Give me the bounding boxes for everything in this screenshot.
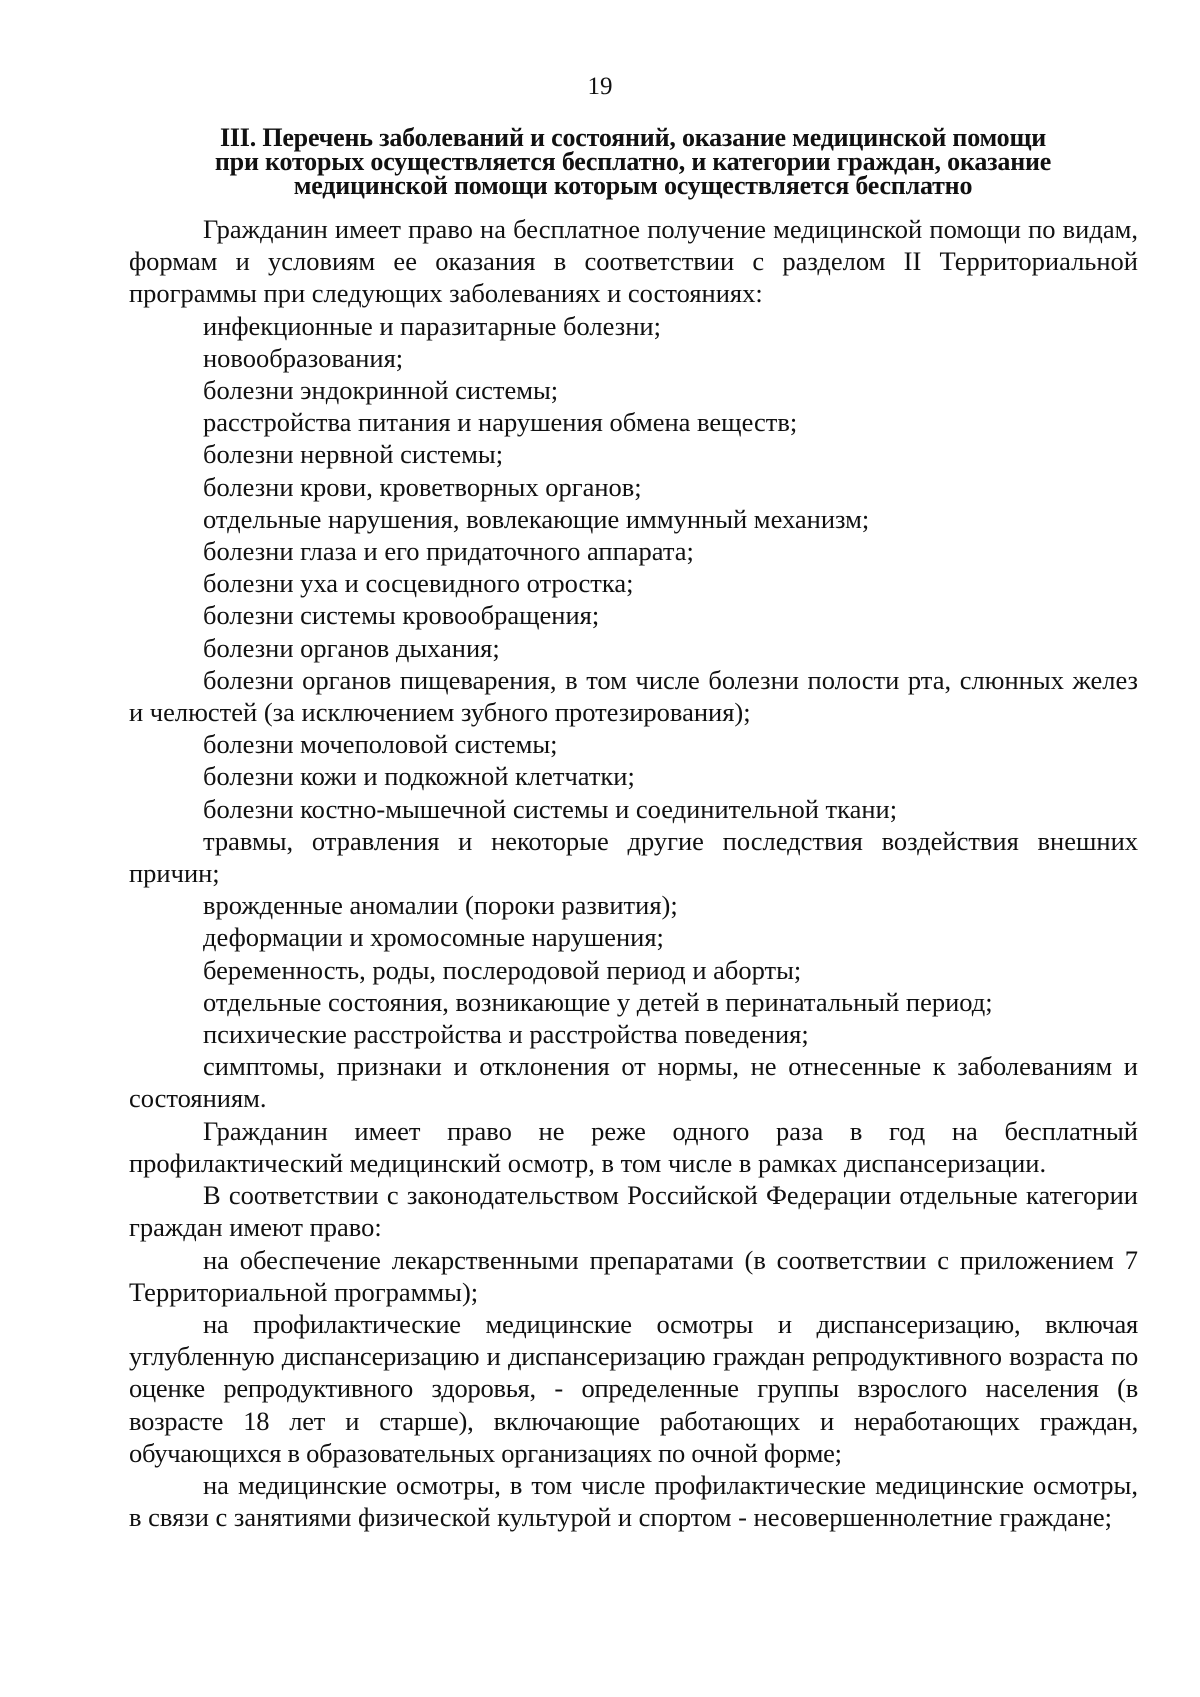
- category-item: на обеспечение лекарственными препаратами (в соответствии с приложением 7 Территориальной программы);: [129, 1244, 1138, 1307]
- section-heading-line: III. Перечень заболеваний и состояний, оказание медицинской помощи: [219, 123, 1047, 152]
- disease-item: болезни уха и сосцевидного отростка;: [203, 568, 634, 599]
- disease-item: болезни нервной системы;: [203, 439, 504, 470]
- disease-item: отдельные состояния, возникающие у детей в перинатальный период;: [203, 986, 993, 1017]
- category-item: на профилактические медицинские осмотры и диспансеризацию, включая углубленную диспансеризацию и диспансеризацию граждан репродуктивного возраста по оценке репродуктивного здоровья, - определенные группы взрослого населения (в возрасте 18 лет и старше), включающие работающих и неработающих граждан, обучающихся в образовательных организациях по очной форме;: [129, 1308, 1138, 1468]
- disease-item: инфекционные и паразитарные болезни;: [203, 310, 661, 341]
- disease-item: болезни системы кровообращения;: [203, 600, 600, 631]
- section-heading-line: при которых осуществляется бесплатно, и категории граждан, оказание: [214, 147, 1052, 176]
- disease-item: болезни эндокринной системы;: [203, 375, 559, 406]
- page-number: 19: [587, 73, 613, 100]
- disease-item: болезни органов пищеварения, в том числе болезни полости рта, слюнных желез и челюстей (за исключением зубного протезирования);: [129, 664, 1138, 728]
- disease-item: врожденные аномалии (пороки развития);: [203, 890, 678, 921]
- disease-item: новообразования;: [203, 342, 404, 373]
- disease-item: психические расстройства и расстройства поведения;: [203, 1019, 809, 1050]
- disease-item: болезни костно-мышечной системы и соединительной ткани;: [203, 793, 898, 824]
- section-heading-line: медицинской помощи которым осуществляется бесплатно: [293, 171, 973, 200]
- disease-item: симптомы, признаки и отклонения от нормы, не отнесенные к заболеваниям и состояниям.: [129, 1051, 1138, 1114]
- disease-item: болезни крови, кроветворных органов;: [203, 471, 642, 502]
- disease-item: болезни мочеполовой системы;: [203, 729, 558, 760]
- disease-item: отдельные нарушения, вовлекающие иммунный механизм;: [203, 503, 870, 534]
- disease-item: болезни кожи и подкожной клетчатки;: [203, 761, 635, 792]
- disease-item: расстройства питания и нарушения обмена веществ;: [203, 407, 798, 438]
- categories-intro-paragraph: В соответствии с законодательством Российской Федерации отдельные категории граждан имеют право:: [129, 1180, 1138, 1243]
- intro-paragraph: Гражданин имеет право на бесплатное получение медицинской помощи по видам, формам и условиям ее оказания в соответствии с разделом II Территориальной программы при следующих заболеваниях и состояниях:: [129, 214, 1138, 309]
- document-body: [129, 213, 1138, 1533]
- disease-item: болезни органов дыхания;: [203, 632, 500, 663]
- section-heading: [128, 123, 1138, 200]
- category-item: на медицинские осмотры, в том числе профилактические медицинские осмотры, в связи с занятиями физической культурой и спортом - несовершеннолетние граждане;: [129, 1469, 1138, 1533]
- disease-item: беременность, роды, послеродовой период и аборты;: [203, 954, 802, 985]
- disease-item: травмы, отравления и некоторые другие последствия воздействия внешних причин;: [129, 825, 1138, 889]
- checkup-paragraph: Гражданин имеет право не реже одного раза в год на бесплатный профилактический медицинский осмотр, в том числе в рамках диспансеризации.: [129, 1115, 1138, 1178]
- disease-item: болезни глаза и его придаточного аппарата;: [203, 536, 694, 567]
- disease-item: деформации и хромосомные нарушения;: [203, 922, 664, 953]
